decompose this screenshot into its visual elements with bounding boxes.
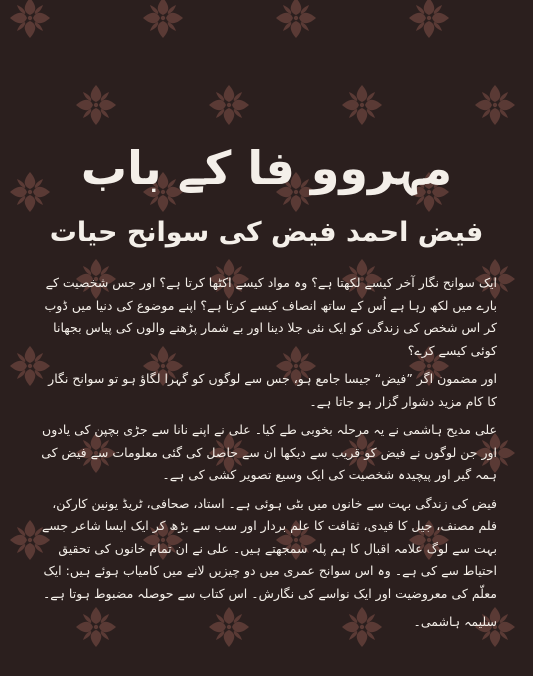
book-title: مہروو فا کے باب [80, 141, 453, 195]
blurb-paragraph-1: ایک سوانح نگار آخر کیسے لکھتا ہے؟ وہ مواد کیسے اکٹھا کرتا ہے؟ اور جس شخصیت کے بارے میں لکھ رہا ہے اُس کے ساتھ انصاف کیسے کرتا ہے؟ اپنے موضوع کی دنیا میں ڈوب کر اس شخص کی زندگی کو ایک نئی جلا دینا اور بے شمار پڑھنے والوں کی پیاس بجھانا کوئی کیسے کرے؟ [44, 275, 497, 358]
blurb-paragraph-2: اور مضمون اگر ”فیض“ جیسا جامع ہو، جس سے لوگوں کو گہرا لگاؤ ہو تو سوانح نگار کا کام مزید دشوار گزار ہو جاتا ہے۔ [48, 371, 497, 409]
blurb-paragraph-4: فیض کی زندگی بہت سے خانوں میں بٹی ہوئی ہے۔ استاد، صحافی، ٹریڈ یونین کارکن، فلم مصنف، جیل کا قیدی، ثقافت کا علم بردار اور سب سے بڑھ کر ایک ایسا شاعر جسے بہت سے لوگ علامہ اقبال کا ہم پلہ سمجھتے ہیں۔ علی نے ان تمام خانوں کی تحقیق احتیاط سے کی ہے۔ وہ اس سوانح عمری میں دو چیزیں لانے میں کامیاب ہوئے ہیں: ایک معلّم کی معروضیت اور ایک نواسے کی نگارش۔ اس کتاب سے حوصلہ مضبوط ہوتا ہے۔ [41, 495, 497, 601]
blurb-signature: سلیمہ ہاشمی۔ [413, 614, 497, 629]
book-subtitle: فیض احمد فیض کی سوانح حیات [49, 217, 484, 248]
blurb-paragraph-3: علی مدیح ہاشمی نے یہ مرحلہ بخوبی طے کیا۔ علی نے اپنے نانا سے جڑی بچپن کی یادوں اور جن لوگوں نے فیض کو قریب سے دیکھا ان سے حاصل کی گئی معلومات سے فیض کی ہمہ گیر اور پیچیدہ شخصیت کی ایک وسیع تصویر کشی کی ہے۔ [41, 422, 497, 482]
blurb-text [35, 272, 497, 640]
